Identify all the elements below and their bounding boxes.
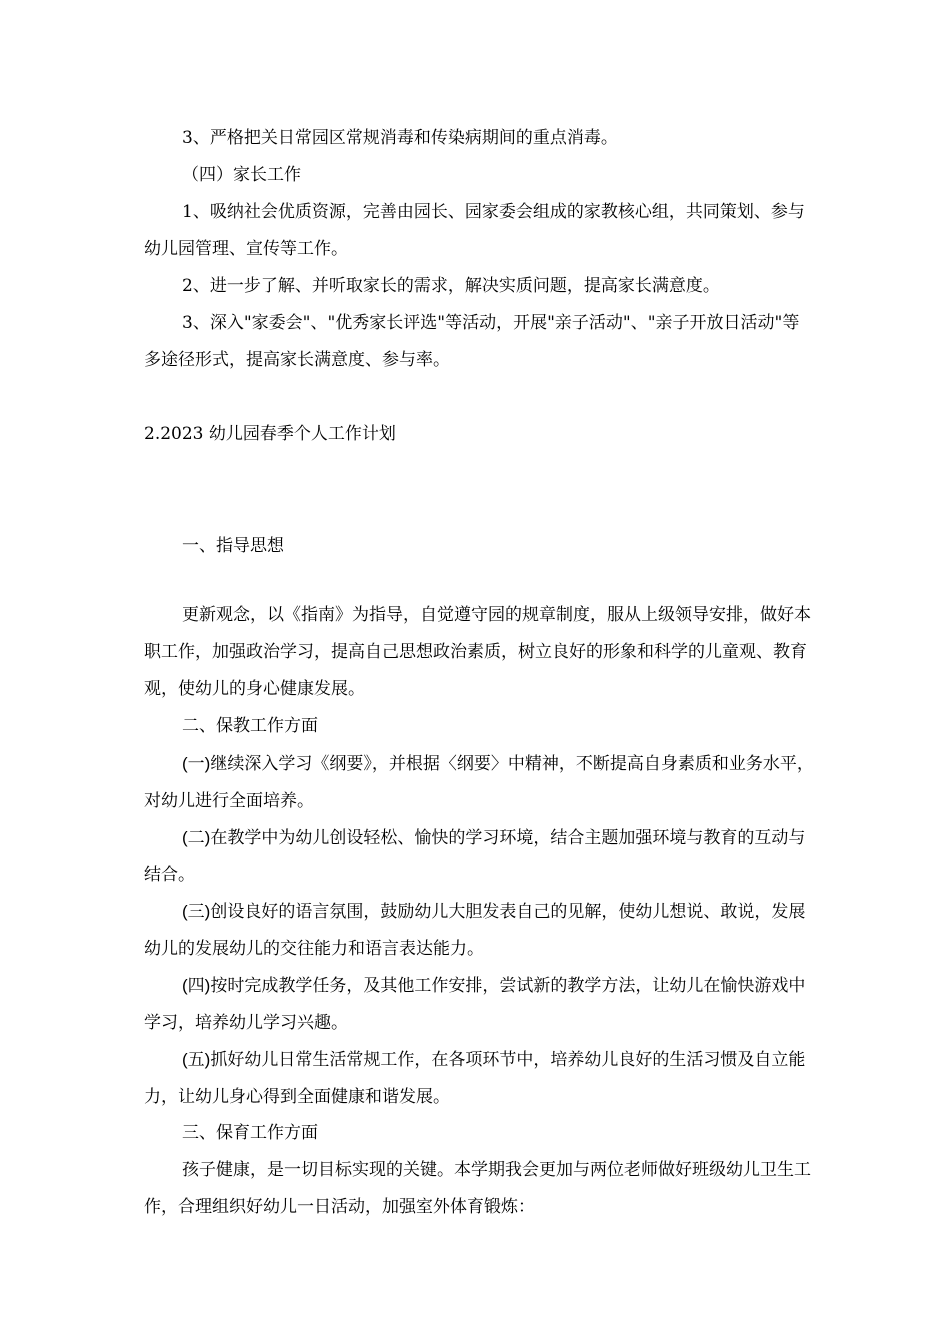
heading-care-work: 三、保育工作方面 <box>182 1123 318 1143</box>
paragraph: 3、严格把关日常园区常规消毒和传染病期间的重点消毒。 <box>182 128 618 148</box>
paragraph: 更新观念，以《指南》为指导，自觉遵守园的规章制度，服从上级领导安排，做好本职工作，加强政治学习，提高自己思想政治素质，树立良好的形象和科学的儿童观、教育观，使幼儿的身心健康发展。 <box>144 605 811 699</box>
paragraph: (二)在教学中为幼儿创设轻松、愉快的学习环境，结合主题加强环境与教育的互动与结合。 <box>144 828 806 884</box>
paragraph: 孩子健康，是一切目标实现的关键。本学期我会更加与两位老师做好班级幼儿卫生工作，合理组织好幼儿一日活动，加强室外体育锻炼： <box>144 1160 811 1217</box>
subheading-parent-work: （四）家长工作 <box>182 165 301 185</box>
section-title: 2.2023 幼儿园春季个人工作计划 <box>144 424 396 444</box>
paragraph: 1、吸纳社会优质资源，完善由园长、园家委会组成的家教核心组，共同策划、参与幼儿园管理、宣传等工作。 <box>144 202 805 259</box>
heading-guiding-ideology: 一、指导思想 <box>182 536 284 556</box>
paragraph: 2、进一步了解、并听取家长的需求，解决实质问题，提高家长满意度。 <box>182 276 720 296</box>
paragraph: 3、深入"家委会"、"优秀家长评选"等活动，开展"亲子活动"、"亲子开放日活动"等多途径形式，提高家长满意度、参与率。 <box>144 313 800 370</box>
paragraph: (一)继续深入学习《纲要》，并根据〈纲要〉中精神，不断提高自身素质和业务水平，对幼儿进行全面培养。 <box>144 754 814 810</box>
paragraph: (三)创设良好的语言氛围，鼓励幼儿大胆发表自己的见解，使幼儿想说、敢说，发展幼儿的发展幼儿的交往能力和语言表达能力。 <box>144 902 806 958</box>
paragraph: (四)按时完成教学任务，及其他工作安排，尝试新的教学方法，让幼儿在愉快游戏中学习，培养幼儿学习兴趣。 <box>144 976 806 1032</box>
paragraph: (五)抓好幼儿日常生活常规工作，在各项环节中，培养幼儿良好的生活习惯及自立能力，让幼儿身心得到全面健康和谐发展。 <box>144 1050 806 1106</box>
heading-teaching-work: 二、保教工作方面 <box>182 716 318 736</box>
